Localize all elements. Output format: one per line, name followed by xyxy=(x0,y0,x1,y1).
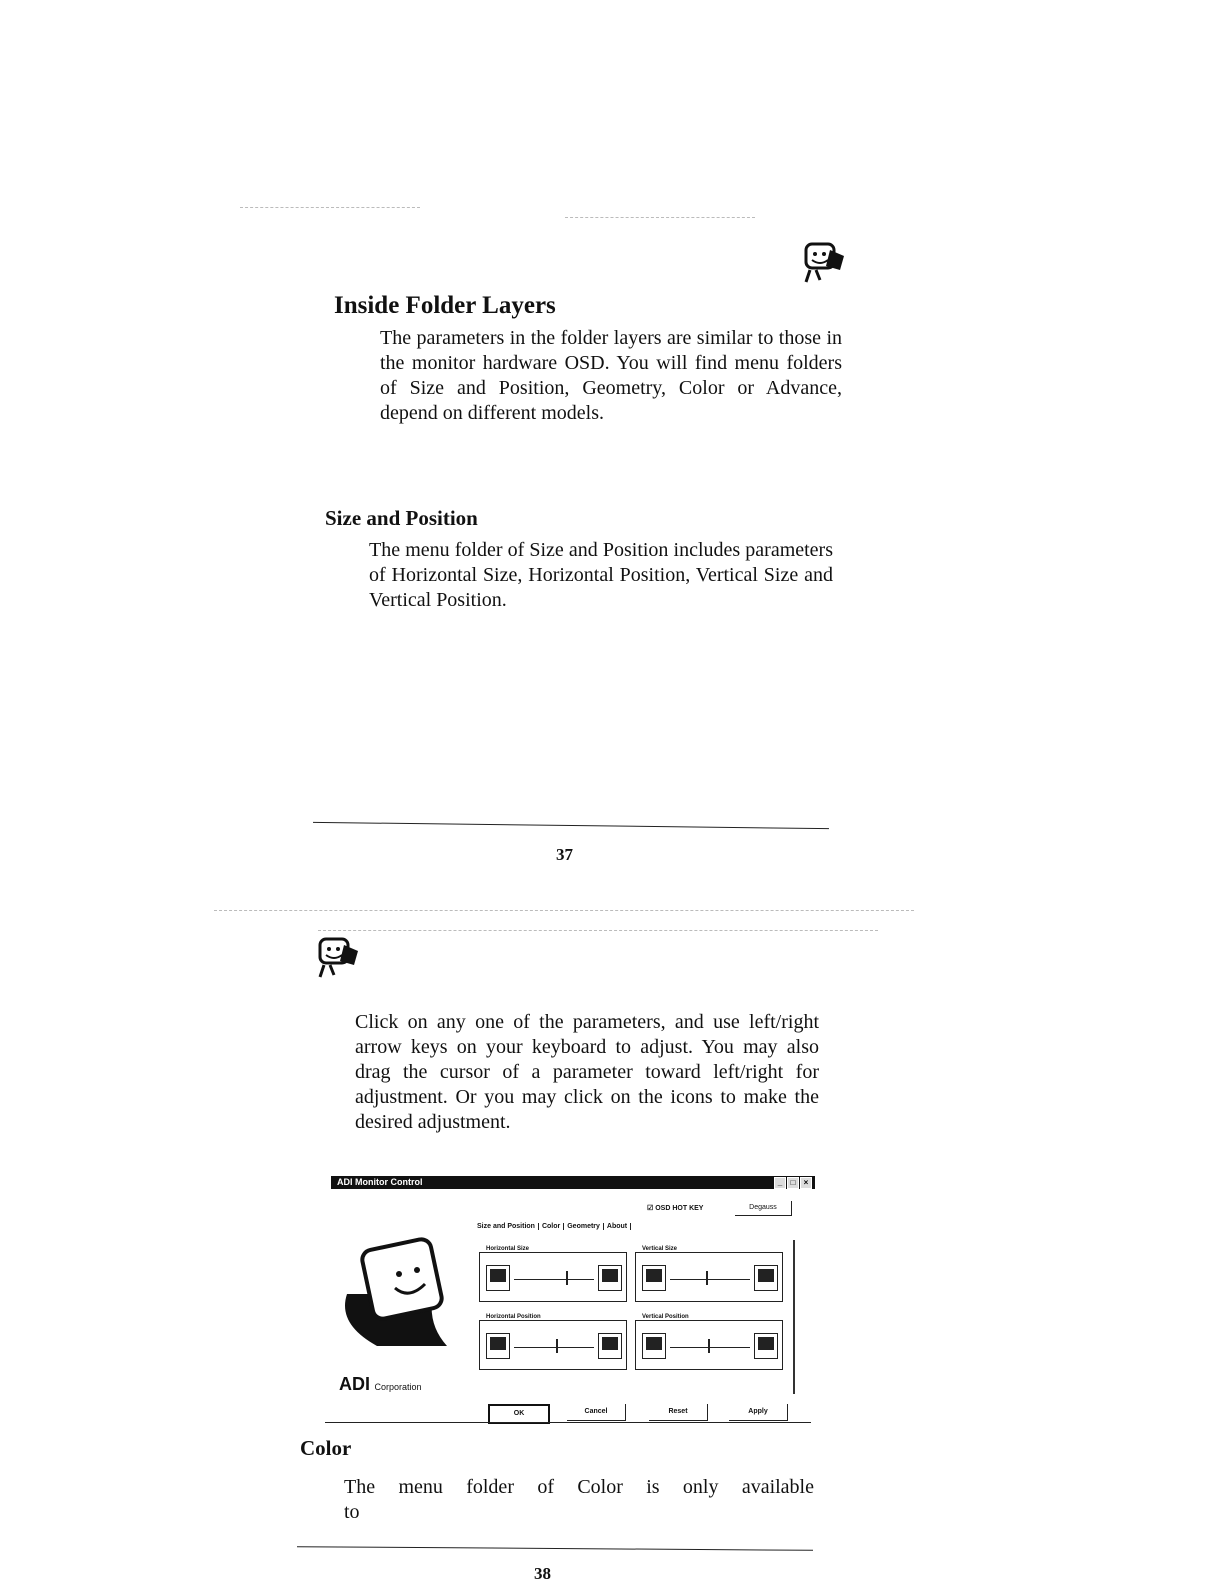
slider-handle[interactable] xyxy=(706,1271,708,1285)
mascot-icon xyxy=(314,935,362,981)
horizontal-position-slider[interactable] xyxy=(514,1347,594,1348)
decrease-size-icon[interactable] xyxy=(486,1265,510,1291)
cancel-button[interactable]: Cancel xyxy=(567,1404,626,1421)
osd-hotkey-checkbox[interactable]: ☑ OSD HOT KEY xyxy=(647,1205,704,1212)
color-title: Color xyxy=(300,1436,352,1460)
vertical-size-label: Vertical Size xyxy=(642,1246,678,1252)
tab-geometry[interactable]: Geometry xyxy=(564,1223,604,1230)
horizontal-size-label: Horizontal Size xyxy=(486,1246,530,1252)
vertical-position-group xyxy=(635,1314,783,1370)
monitor-control-window xyxy=(331,1176,817,1434)
logo-text: ADI xyxy=(339,1374,370,1394)
vertical-size-slider[interactable] xyxy=(670,1279,750,1280)
tab-color[interactable]: Color xyxy=(539,1223,564,1230)
horizontal-position-group xyxy=(479,1314,627,1370)
maximize-icon[interactable]: □ xyxy=(787,1177,799,1189)
degauss-button[interactable]: Degauss xyxy=(735,1201,792,1216)
tab-size-position[interactable]: Size and Position xyxy=(474,1223,539,1230)
window-bottom-rule xyxy=(325,1422,811,1423)
size-position-panel xyxy=(471,1240,795,1394)
scan-artifact-line xyxy=(318,930,878,931)
window-title: ADI Monitor Control xyxy=(337,1177,423,1187)
reset-button[interactable]: Reset xyxy=(649,1404,708,1421)
apply-button[interactable]: Apply xyxy=(729,1404,788,1421)
tab-bar xyxy=(474,1223,631,1230)
window-titlebar xyxy=(331,1176,815,1189)
close-icon[interactable]: × xyxy=(800,1177,812,1189)
ok-button[interactable]: OK xyxy=(488,1404,550,1424)
move-down-icon[interactable] xyxy=(754,1333,778,1359)
move-left-icon[interactable] xyxy=(486,1333,510,1359)
page-number: 37 xyxy=(556,845,573,864)
subsection-title: Size and Position xyxy=(325,506,478,530)
decrease-size-icon[interactable] xyxy=(642,1265,666,1291)
slider-handle[interactable] xyxy=(708,1339,710,1353)
mascot-icon xyxy=(800,240,848,286)
section-title: Inside Folder Layers xyxy=(334,292,556,319)
scan-artifact-line xyxy=(240,207,420,208)
adi-logo xyxy=(339,1374,421,1395)
slider-handle[interactable] xyxy=(556,1339,558,1353)
horizontal-size-slider[interactable] xyxy=(514,1279,594,1280)
minimize-icon[interactable]: _ xyxy=(774,1177,786,1189)
footer-rule xyxy=(297,1546,813,1551)
monitor-mascot-illustration xyxy=(337,1234,461,1354)
horizontal-position-label: Horizontal Position xyxy=(486,1314,541,1320)
color-body: The menu folder of Color is only available to xyxy=(344,1476,814,1523)
tab-about[interactable]: About xyxy=(604,1223,631,1230)
vertical-size-group xyxy=(635,1246,783,1302)
instructions-text: Click on any one of the parameters, and use left/right arrow keys on your keyboard to adjust. You may also drag the cursor of a parameter toward left/right for adjustment. Or you may click on the icons to make the desired adjustment. xyxy=(355,1011,819,1133)
vertical-position-slider[interactable] xyxy=(670,1347,750,1348)
increase-size-icon[interactable] xyxy=(598,1265,622,1291)
increase-size-icon[interactable] xyxy=(754,1265,778,1291)
move-up-icon[interactable] xyxy=(642,1333,666,1359)
footer-rule xyxy=(313,822,829,829)
subsection-body: The menu folder of Size and Position includes parameters of Horizontal Size, Horizontal Position, Vertical Size and Vertical Position. xyxy=(369,539,833,611)
scan-artifact-line xyxy=(214,910,914,911)
horizontal-size-group xyxy=(479,1246,627,1302)
logo-subtext: Corporation xyxy=(374,1382,422,1392)
move-right-icon[interactable] xyxy=(598,1333,622,1359)
section-body: The parameters in the folder layers are similar to those in the monitor hardware OSD. You will find menu folders of Size and Position, Geometry, Color or Advance, depend on different models. xyxy=(380,327,842,424)
slider-handle[interactable] xyxy=(566,1271,568,1285)
osd-hotkey-label: OSD HOT KEY xyxy=(655,1205,704,1212)
page-number: 38 xyxy=(534,1564,551,1583)
vertical-position-label: Vertical Position xyxy=(642,1314,689,1320)
scan-artifact-line xyxy=(565,217,755,218)
